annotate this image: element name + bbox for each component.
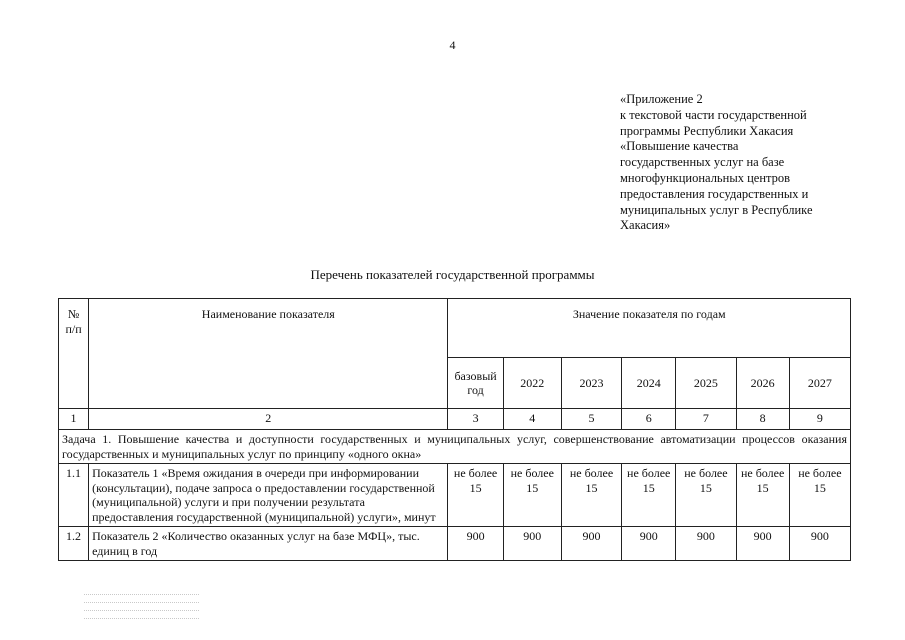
column-number: 4: [503, 409, 561, 430]
indicator-value: 900: [676, 527, 736, 561]
indicator-value: 900: [448, 527, 503, 561]
table-row: [59, 464, 851, 527]
appendix-line: государственных услуг на базе: [620, 155, 785, 170]
indicator-value: не более 15: [561, 464, 621, 527]
header-year: 2025: [676, 358, 736, 409]
indicator-name: Показатель 2 «Количество оказанных услуг на базе МФЦ», тыс. единиц в год: [89, 527, 448, 561]
appendix-line: программы Республики Хакасия: [620, 123, 794, 138]
column-number: 8: [736, 409, 789, 430]
faded-stamp-mark: [84, 588, 199, 628]
indicator-value: не более 15: [736, 464, 789, 527]
column-number-row: [59, 409, 851, 430]
column-number: 5: [561, 409, 621, 430]
row-num: 1.1: [59, 464, 89, 527]
indicator-value: не более 15: [503, 464, 561, 527]
indicator-name: Показатель 1 «Время ожидания в очереди при информировании (консультации), подаче запроса о предоставлении государственной (муниципальной) услуги и при получении результата предоставления государственной (муниципальной) услуги», минут: [89, 464, 448, 527]
page-number: 4: [449, 38, 456, 52]
indicator-value: не более 15: [448, 464, 503, 527]
column-number: 9: [789, 409, 850, 430]
header-values-group: Значение показателя по годам: [448, 299, 851, 358]
task-description: Задача 1. Повышение качества и доступности государственных и муниципальных услуг, совершенствование автоматизации процессов оказания государственных и муниципальных услуг по принципу «одного окна»: [59, 430, 851, 464]
row-num: 1.2: [59, 527, 89, 561]
column-number: 1: [59, 409, 89, 430]
indicator-value: 900: [561, 527, 621, 561]
appendix-line: «Повышение качества: [620, 139, 739, 154]
column-number: 2: [89, 409, 448, 430]
header-year: 2022: [503, 358, 561, 409]
header-year: 2023: [561, 358, 621, 409]
indicator-value: не более 15: [789, 464, 850, 527]
appendix-note: [620, 92, 860, 234]
indicator-value: не более 15: [676, 464, 736, 527]
column-number: 7: [676, 409, 736, 430]
indicators-table: [58, 298, 851, 561]
table-header-row: [59, 299, 851, 358]
appendix-line: «Приложение 2: [620, 92, 703, 106]
document-title: Перечень показателей государственной программы: [310, 267, 595, 282]
appendix-line: многофункциональных центров: [620, 170, 791, 185]
appendix-line: муниципальных услуг в Республике: [620, 202, 813, 217]
header-name: Наименование показателя: [89, 299, 448, 409]
table-row: [59, 527, 851, 561]
appendix-line: к текстовой части государственной: [620, 107, 807, 122]
header-year: базовый год: [448, 358, 503, 409]
indicator-value: 900: [503, 527, 561, 561]
column-number: 3: [448, 409, 503, 430]
appendix-line: предоставления государственных и: [620, 186, 809, 201]
indicator-value: 900: [789, 527, 850, 561]
appendix-line: Хакасия»: [620, 218, 671, 233]
header-year: 2024: [622, 358, 676, 409]
indicator-value: 900: [622, 527, 676, 561]
header-year: 2026: [736, 358, 789, 409]
indicator-value: не более 15: [622, 464, 676, 527]
header-num: № п/п: [59, 299, 89, 409]
column-number: 6: [622, 409, 676, 430]
indicator-value: 900: [736, 527, 789, 561]
header-year: 2027: [789, 358, 850, 409]
task-row: [59, 430, 851, 464]
